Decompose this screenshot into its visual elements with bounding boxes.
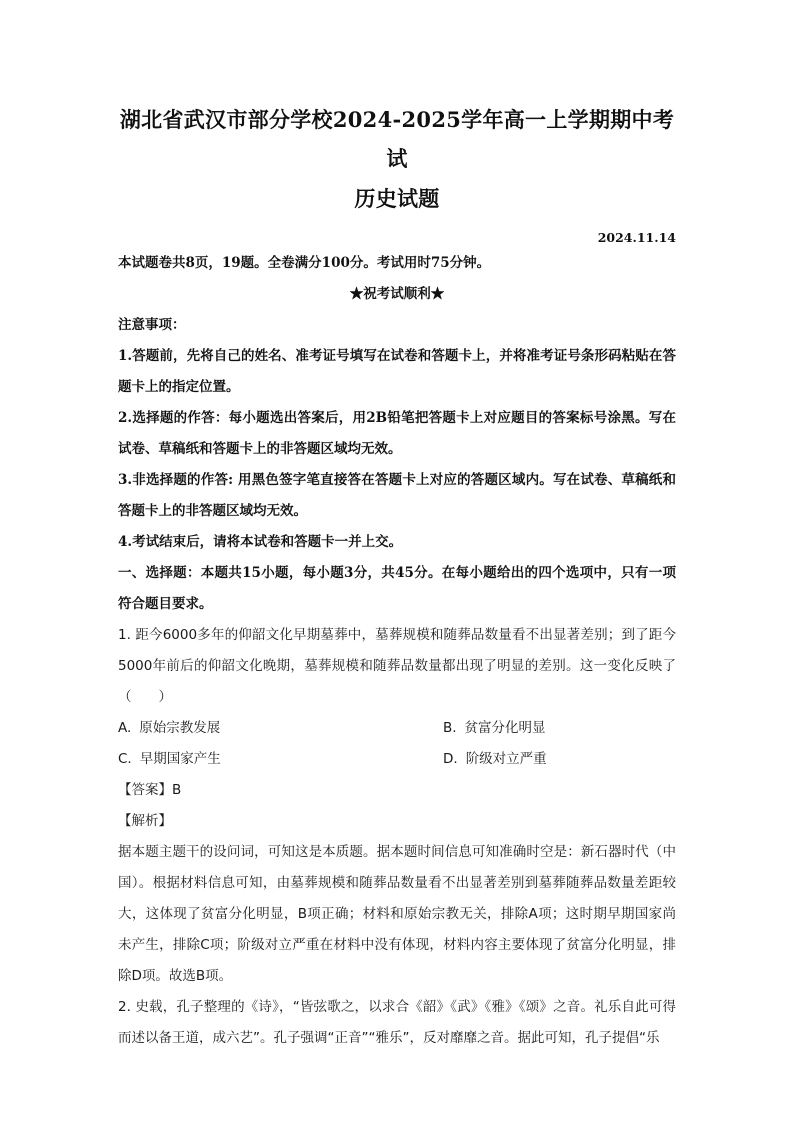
question-1-options [118,713,676,775]
notice-item-3: 3.非选择题的作答: 用黑色签字笔直接答在答题卡上对应的答题区域内。写在试卷、草稿纸和答题卡上的非答题区域均无效。 [118,472,676,519]
option-text: 早期国家产生 [139,751,221,767]
exam-summary: 本试题卷共8页，19题。全卷满分100分。考试用时75分钟。 [118,255,491,271]
notice-heading: 注意事项： [118,317,186,333]
option-letter: D. [443,751,458,767]
notice-item-4: 4.考试结束后，请将本试卷和答题卡一并上交。 [118,534,403,550]
question-1-stem: 1. 距今6000多年的仰韶文化早期墓葬中，墓葬规模和随葬品数量看不出显著差别；到了距今5000年前后的仰韶文化晚期，墓葬规模和随葬品数量都出现了明显的差别。这一变化反映了（ ） [118,627,676,705]
analysis-label: 【解析】 [118,813,172,829]
option-a[interactable] [118,713,443,744]
option-c[interactable] [118,744,443,775]
option-b[interactable] [443,713,676,744]
question-2-stem: 2. 史载，孔子整理的《诗》，“皆弦歌之，以求合《韶》《武》《雅》《颂》之音。礼乐自此可得而述以备王道，成六艺”。孔子强调“正音”“雅乐”，反对靡靡之音。据此可知，孔子提倡“乐 [118,999,676,1046]
good-luck-wish: ★祝考试顺利★ [349,286,445,302]
section-heading: 一、选择题：本题共15小题，每小题3分，共45分。在每小题给出的四个选项中，只有一项符合题目要求。 [118,565,676,612]
option-d[interactable] [443,744,676,775]
exam-date: 2024.11.14 [597,230,676,245]
option-text: 贫富分化明显 [464,720,546,736]
exam-page [118,100,676,1054]
option-letter: B. [443,720,457,736]
exam-subject-title: 历史试题 [354,186,440,211]
option-letter: C. [118,751,132,767]
exam-title: 湖北省武汉市部分学校2024-2025学年高一上学期期中考试 [119,107,675,171]
option-letter: A. [118,720,132,736]
question-1-analysis: 据本题主题干的设问词，可知这是本质题。据本题时间信息可知准确时空是：新石器时代（中国）。根据材料信息可知，由墓葬规模和随葬品数量看不出显著差别到墓葬随葬品数量差距较大，这体现了贫富分化明显，B项正确；材料和原始宗教无关，排除A项；这时期早期国家尚未产生，排除C项；阶级对立严重在材料中没有体现，材料内容主要体现了贫富分化明显，排除D项。故选B项。 [118,844,676,984]
option-text: 阶级对立严重 [465,751,547,767]
answer-label: 【答案】B [118,782,182,798]
notice-item-2: 2.选择题的作答：每小题选出答案后，用2B铅笔把答题卡上对应题目的答案标号涂黑。写在试卷、草稿纸和答题卡上的非答题区域均无效。 [118,410,676,457]
notice-item-1: 1.答题前，先将自己的姓名、准考证号填写在试卷和答题卡上，并将准考证号条形码粘贴在答题卡上的指定位置。 [118,348,676,395]
option-text: 原始宗教发展 [139,720,221,736]
